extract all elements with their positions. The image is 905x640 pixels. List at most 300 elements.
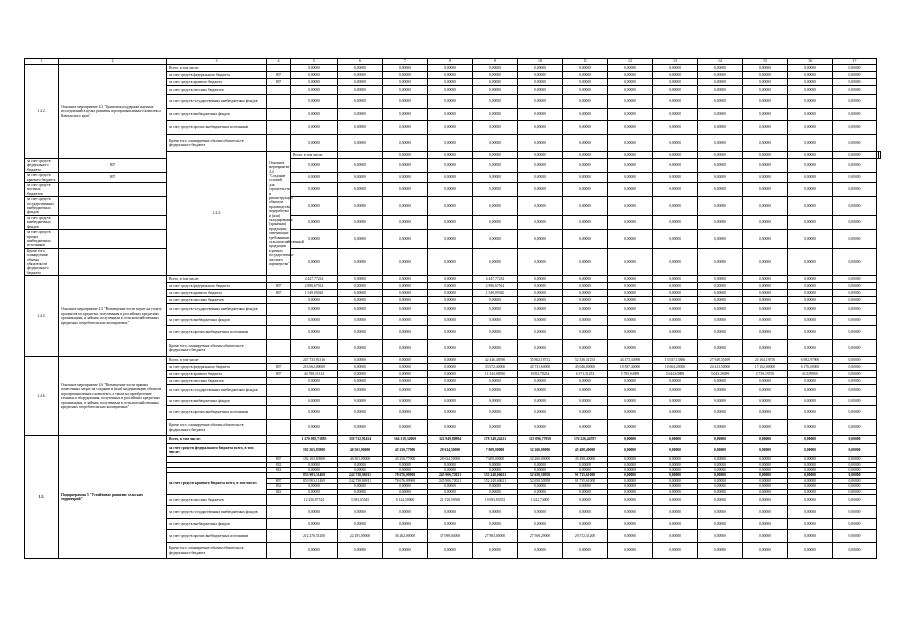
amount-cell: 0,00000 — [788, 316, 833, 326]
amount-cell: 0,00000 — [608, 316, 653, 326]
amount-cell: 0,00000 — [473, 297, 518, 304]
amount-cell: 40 501,00000 — [338, 457, 383, 462]
amount-cell: 0,00000 — [563, 326, 608, 340]
funding-source: за счет средств федерального бюджета всего, в том числе: — [167, 444, 267, 457]
amount-cell: 0,00000 — [563, 489, 608, 494]
amount-cell: 0,00000 — [473, 326, 518, 340]
amount-cell: 0,00000 — [291, 79, 338, 86]
amount-cell: 0,00000 — [338, 79, 383, 86]
amount-cell: 0,00000 — [291, 519, 338, 530]
amount-cell: 0,00000 — [428, 248, 473, 275]
amount-cell: 0,00000 — [291, 397, 338, 406]
amount-cell: 0,00000 — [608, 484, 653, 489]
budget-code — [267, 95, 291, 109]
amount-cell: 0,00000 — [563, 79, 608, 86]
amount-cell: 0,00000 — [833, 283, 877, 290]
amount-cell: 0,00000 — [518, 95, 563, 109]
amount-cell: 0,00000 — [833, 109, 877, 121]
funding-source: Кроме того, планируемые объемы обязательств федерального бюджета — [167, 135, 267, 152]
amount-cell: 0,00000 — [563, 297, 608, 304]
table-row — [25, 248, 881, 275]
amount-cell: 0,00000 — [743, 109, 788, 121]
budget-code — [267, 385, 291, 397]
amount-cell: 0,00000 — [788, 297, 833, 304]
amount-cell: 36 262,00000 — [383, 530, 428, 543]
amount-cell: 0,00000 — [518, 230, 563, 249]
column-number-1: 1 — [25, 59, 59, 65]
amount-cell: 0,00000 — [518, 304, 563, 316]
amount-cell: 0,00000 — [608, 495, 653, 506]
amount-cell: 0,00000 — [291, 484, 338, 489]
amount-cell: 0,00000 — [291, 215, 338, 229]
amount-cell: 0,00000 — [428, 197, 473, 216]
amount-cell: 0,00000 — [291, 378, 338, 385]
amount-cell: 0,00000 — [833, 86, 877, 95]
amount-cell: 0,00000 — [518, 72, 563, 79]
amount-cell: 0,00000 — [563, 385, 608, 397]
amount-cell — [879, 152, 881, 159]
budget-code — [267, 109, 291, 121]
amount-cell: 0,00000 — [338, 283, 383, 290]
amount-cell: 0,00000 — [518, 86, 563, 95]
funding-source: за счет средств федерального бюджета — [167, 364, 267, 371]
amount-cell: 0,00000 — [698, 152, 743, 159]
amount-cell: 0,00000 — [383, 357, 428, 364]
table-row — [25, 65, 881, 72]
funding-source: за счет средств прочих внебюджетных источников — [25, 230, 59, 249]
amount-cell: 0,00000 — [338, 406, 383, 420]
funding-source: за счет средств федерального бюджета — [167, 283, 267, 290]
amount-cell: 0,00000 — [698, 304, 743, 316]
activity-index: 1.4.6. — [25, 357, 59, 436]
amount-cell: 27 569,29000 — [518, 530, 563, 543]
amount-cell: 0,00000 — [338, 248, 383, 275]
amount-cell: 52 658,50958 — [518, 473, 563, 478]
amount-cell: 19 693,83553 — [473, 495, 518, 506]
amount-cell: 0,00000 — [698, 378, 743, 385]
amount-cell: 0,00000 — [383, 420, 428, 436]
amount-cell: 853 903,11469 — [291, 473, 338, 478]
amount-cell: 8 092,78234 — [518, 371, 563, 378]
amount-cell: 0,00000 — [833, 543, 877, 559]
table-row — [25, 230, 881, 249]
amount-cell: 0,00000 — [653, 290, 698, 297]
amount-cell: 42 446,48590 — [473, 357, 518, 364]
amount-cell: 0,00000 — [338, 340, 383, 357]
amount-cell: 0,00000 — [698, 444, 743, 457]
amount-cell: 0,00000 — [291, 340, 338, 357]
amount-cell: 0,00000 — [608, 457, 653, 462]
amount-cell: 0,00000 — [788, 173, 833, 183]
amount-cell: 0,00000 — [338, 86, 383, 95]
amount-cell: 0,00000 — [698, 109, 743, 121]
amount-cell: 0,00000 — [608, 290, 653, 297]
amount-cell: 0,00000 — [698, 135, 743, 152]
amount-cell: 0,00000 — [428, 109, 473, 121]
amount-cell: 0,00000 — [291, 467, 338, 472]
amount-cell: 45 731,60000 — [518, 364, 563, 371]
amount-cell: 0,00000 — [608, 79, 653, 86]
amount-cell: 0,00000 — [518, 109, 563, 121]
amount-cell: 0,00000 — [291, 420, 338, 436]
amount-cell: 0,00000 — [563, 159, 608, 173]
amount-cell: 3 583,03545 — [338, 495, 383, 506]
amount-cell: 0,00000 — [563, 543, 608, 559]
amount-cell: 0,00000 — [743, 79, 788, 86]
amount-cell: 0,00000 — [608, 397, 653, 406]
column-number-3: 3 — [167, 59, 267, 65]
column-number-14: 14 — [698, 59, 743, 65]
amount-cell: 0,00000 — [383, 519, 428, 530]
amount-cell: 0,00000 — [608, 248, 653, 275]
amount-cell: 0,00000 — [428, 183, 473, 197]
amount-cell: 0,00000 — [653, 183, 698, 197]
table-row — [25, 183, 881, 197]
amount-cell: 0,00000 — [338, 135, 383, 152]
funding-source: за счет средств краевого бюджета — [167, 79, 267, 86]
amount-cell: 0,00000 — [698, 297, 743, 304]
amount-cell: 0,00000 — [291, 197, 338, 216]
amount-cell: 0,00000 — [833, 467, 877, 472]
amount-cell: 0,00000 — [563, 215, 608, 229]
amount-cell: 0,00000 — [428, 72, 473, 79]
amount-cell: 0,00000 — [653, 230, 698, 249]
budget-code — [267, 406, 291, 420]
funding-source: за счет средств краевого бюджета — [25, 173, 59, 183]
amount-cell: 0,00000 — [428, 340, 473, 357]
amount-cell: 322 949,80994 — [428, 436, 473, 444]
amount-cell: 0,00000 — [653, 543, 698, 559]
amount-cell: 0,00000 — [833, 316, 877, 326]
amount-cell: 0,00000 — [473, 215, 518, 229]
column-number-16: 16 — [788, 59, 833, 65]
funding-source: Всего, в том числе: — [167, 276, 267, 283]
amount-cell: 0,00000 — [743, 316, 788, 326]
table-row — [25, 215, 881, 229]
amount-cell: 32 260,00000 — [518, 444, 563, 457]
amount-cell: 0,00000 — [653, 530, 698, 543]
amount-cell: 0,00000 — [653, 444, 698, 457]
amount-cell: 0,00000 — [608, 519, 653, 530]
amount-cell: 0,00000 — [291, 95, 338, 109]
funding-source: за счет средств федерального бюджета — [25, 159, 59, 173]
column-number-8: 8 — [428, 59, 473, 65]
amount-cell: 0,00000 — [473, 197, 518, 216]
amount-cell: 0,00000 — [608, 121, 653, 135]
amount-cell: 45 046,00000 — [563, 364, 608, 371]
amount-cell: 0,00000 — [338, 183, 383, 197]
amount-cell: 32 260,00000 — [518, 457, 563, 462]
amount-cell: 0,00000 — [518, 506, 563, 519]
amount-cell: 0,00000 — [563, 316, 608, 326]
funding-source: за счет средств местных бюджетов — [167, 495, 267, 506]
budget-code — [267, 420, 291, 436]
amount-cell: 245 906,72021 — [428, 473, 473, 478]
budget-code — [267, 436, 291, 444]
amount-cell: 0,00000 — [428, 371, 473, 378]
amount-cell: 0,00000 — [653, 283, 698, 290]
budget-code — [59, 183, 167, 197]
amount-cell: 0,00000 — [698, 183, 743, 197]
amount-cell: 0,00000 — [653, 135, 698, 152]
activity-name: Основное мероприятие 4.5 "Возмещение части затрат на уплату процентов по кредитам, полученным в российских кредитных организациях, и займам, полученным в сельскохозяйственных кредитных потребительских кооперативах" — [59, 276, 167, 357]
amount-cell: 0,00000 — [653, 467, 698, 472]
amount-cell: 2 896,67914 — [473, 283, 518, 290]
amount-cell: 7 609,08000 — [473, 457, 518, 462]
amount-cell: 0,00000 — [338, 420, 383, 436]
amount-cell: 0,00000 — [833, 473, 877, 478]
funding-source: за счет средств прочих внебюджетных источников — [167, 326, 267, 340]
amount-cell: 4 644,63889 — [653, 371, 698, 378]
amount-cell: 0,00000 — [428, 290, 473, 297]
amount-cell: 152 240,60621 — [473, 478, 518, 483]
amount-cell: 0,00000 — [653, 86, 698, 95]
amount-cell: 0,00000 — [563, 95, 608, 109]
amount-cell: 0,00000 — [743, 436, 788, 444]
amount-cell: 0,00000 — [833, 406, 877, 420]
amount-cell: 0,00000 — [473, 385, 518, 397]
amount-cell: 0,00000 — [291, 65, 338, 72]
amount-cell: 52 336,31253 — [563, 357, 608, 364]
amount-cell: 0,00000 — [743, 397, 788, 406]
amount-cell: 25 164,19576 — [743, 357, 788, 364]
budget-code — [267, 304, 291, 316]
amount-cell: 0,00000 — [653, 297, 698, 304]
amount-cell: 0,00000 — [698, 484, 743, 489]
funding-source: за счет средств государственных внебюджетных фондов — [167, 385, 267, 397]
funding-source: за счет средств краевого бюджета — [167, 371, 267, 378]
budget-code — [267, 495, 291, 506]
amount-cell: 0,00000 — [833, 444, 877, 457]
column-number-5: 5 — [291, 59, 338, 65]
amount-cell: 0,00000 — [338, 95, 383, 109]
funding-source: за счет средств государственных внебюджетных фондов — [167, 304, 267, 316]
amount-cell: 0,00000 — [743, 326, 788, 340]
column-number-13: 13 — [653, 59, 698, 65]
amount-cell: 91 735,61008 — [563, 478, 608, 483]
amount-cell: 0,00000 — [383, 378, 428, 385]
amount-cell: 0,00000 — [518, 462, 563, 467]
amount-cell: 0,00000 — [338, 506, 383, 519]
amount-cell: 0,00000 — [518, 248, 563, 275]
amount-cell: 176 226,44787 — [563, 436, 608, 444]
amount-cell: 0,00000 — [698, 95, 743, 109]
funding-source: Кроме того, планируемые объемы обязательств федерального бюджета — [167, 420, 267, 436]
amount-cell: 0,00000 — [338, 357, 383, 364]
amount-cell: 0,00000 — [291, 109, 338, 121]
budget-code — [59, 197, 167, 216]
amount-cell: 0,00000 — [743, 283, 788, 290]
amount-cell: 0,00000 — [518, 183, 563, 197]
amount-cell: 0,00000 — [563, 173, 608, 183]
amount-cell: 0,00000 — [338, 65, 383, 72]
amount-cell: 0,00000 — [518, 215, 563, 229]
budget-code: 807 — [267, 478, 291, 483]
amount-cell: 0,00000 — [833, 397, 877, 406]
amount-cell: 0,00000 — [383, 543, 428, 559]
amount-cell: 0,00000 — [833, 340, 877, 357]
amount-cell: 0,00000 — [788, 183, 833, 197]
budget-code: 807 — [267, 371, 291, 378]
amount-cell: 216 062,80000 — [291, 364, 338, 371]
amount-cell: 0,00000 — [788, 506, 833, 519]
funding-source: за счет средств краевого бюджета — [167, 290, 267, 297]
amount-cell: 0,00000 — [473, 304, 518, 316]
amount-cell: 0,00000 — [383, 215, 428, 229]
amount-cell: 0,00000 — [833, 121, 877, 135]
amount-cell: 0,00000 — [698, 248, 743, 275]
column-number-10: 10 — [518, 59, 563, 65]
amount-cell: 0,00000 — [698, 457, 743, 462]
amount-cell: 27 949,35499 — [698, 357, 743, 364]
amount-cell: 0,00000 — [698, 406, 743, 420]
amount-cell: 0,00000 — [518, 173, 563, 183]
amount-cell: 0,00000 — [743, 340, 788, 357]
amount-cell: 0,00000 — [698, 495, 743, 506]
amount-cell: 0,00000 — [833, 489, 877, 494]
amount-cell: 0,00000 — [788, 79, 833, 86]
amount-cell: 853 903,11469 — [291, 478, 338, 483]
amount-cell: 6 124,50000 — [383, 495, 428, 506]
amount-cell: 0,00000 — [608, 406, 653, 420]
amount-cell: 0,00000 — [788, 543, 833, 559]
amount-cell: 247 733,91316 — [291, 357, 338, 364]
budget-code — [267, 276, 291, 283]
amount-cell: 0,00000 — [473, 121, 518, 135]
amount-cell: 0,00000 — [698, 65, 743, 72]
amount-cell: 0,00000 — [608, 326, 653, 340]
amount-cell: 0,00000 — [563, 86, 608, 95]
amount-cell: 245 906,72021 — [428, 478, 473, 483]
amount-cell: 0,00000 — [608, 183, 653, 197]
activity-index: 1.5. — [25, 436, 59, 559]
amount-cell: 0,00000 — [473, 484, 518, 489]
amount-cell: 0,00000 — [698, 230, 743, 249]
amount-cell: 0,00000 — [608, 152, 653, 159]
budget-code: 843 — [267, 489, 291, 494]
table-row — [25, 159, 881, 173]
amount-cell: 0,00000 — [473, 397, 518, 406]
amount-cell: 0,00000 — [338, 121, 383, 135]
budget-table-page — [24, 58, 881, 559]
amount-cell: 2 896,67914 — [291, 283, 338, 290]
amount-cell: 45 498,40000 — [563, 457, 608, 462]
amount-cell: 0,00000 — [383, 72, 428, 79]
amount-cell: 0,00000 — [833, 478, 877, 483]
amount-cell: 0,00000 — [338, 230, 383, 249]
amount-cell: 0,00000 — [338, 304, 383, 316]
amount-cell: 0,00000 — [518, 65, 563, 72]
amount-cell: 0,00000 — [698, 543, 743, 559]
amount-cell: 0,00000 — [518, 197, 563, 216]
amount-cell: 0,00000 — [743, 304, 788, 316]
amount-cell: 0,00000 — [291, 173, 338, 183]
amount-cell: 0,00000 — [833, 484, 877, 489]
amount-cell: 1 270 085,73883 — [291, 436, 338, 444]
amount-cell: 0,00000 — [383, 489, 428, 494]
amount-cell: 0,00000 — [428, 135, 473, 152]
funding-source: за счет средств внебюджетных фондов — [167, 109, 267, 121]
amount-cell: 0,00000 — [698, 530, 743, 543]
amount-cell: 0,00000 — [833, 457, 877, 462]
amount-cell: 0,00000 — [473, 316, 518, 326]
amount-cell: 0,00000 — [473, 86, 518, 95]
amount-cell: 0,00000 — [383, 121, 428, 135]
funding-source: за счет средств внебюджетных фондов — [167, 397, 267, 406]
amount-cell: 0,00000 — [743, 378, 788, 385]
amount-cell: 0,00000 — [428, 121, 473, 135]
amount-cell: 0,00000 — [653, 489, 698, 494]
amount-cell: 0,00000 — [833, 378, 877, 385]
amount-cell: 0,00000 — [383, 86, 428, 95]
amount-cell: 0,00000 — [518, 340, 563, 357]
amount-cell: 0,00000 — [428, 304, 473, 316]
amount-cell: 0,00000 — [428, 65, 473, 72]
amount-cell: 0,00000 — [428, 519, 473, 530]
amount-cell: 0,00000 — [743, 478, 788, 483]
amount-cell: 0,00000 — [291, 543, 338, 559]
amount-cell: 0,00000 — [788, 484, 833, 489]
amount-cell: 0,00000 — [563, 462, 608, 467]
column-number-9: 9 — [473, 59, 518, 65]
amount-cell: 0,00000 — [608, 65, 653, 72]
amount-cell: 0,00000 — [698, 519, 743, 530]
amount-cell: 192 165,83900 — [291, 457, 338, 462]
amount-cell: 0,00000 — [788, 378, 833, 385]
amount-cell: 0,00000 — [653, 304, 698, 316]
amount-cell: 0,00000 — [518, 79, 563, 86]
amount-cell: 0,00000 — [653, 519, 698, 530]
amount-cell: 13 037,13886 — [653, 357, 698, 364]
amount-cell: 0,00000 — [291, 406, 338, 420]
amount-cell: 0,00000 — [608, 283, 653, 290]
table-row — [25, 357, 881, 364]
amount-cell: 0,00000 — [743, 290, 788, 297]
amount-cell: 35 802,18731 — [518, 357, 563, 364]
amount-cell: 164 319,32069 — [383, 436, 428, 444]
amount-cell: 0,00000 — [473, 340, 518, 357]
amount-cell: 0,00000 — [653, 109, 698, 121]
amount-cell: 0,00000 — [383, 462, 428, 467]
amount-cell: 0,00000 — [698, 473, 743, 478]
amount-cell: 0,00000 — [833, 215, 877, 229]
amount-cell: 0,00000 — [833, 79, 877, 86]
funding-source: за счет средств государственных внебюджетных фондов — [167, 95, 267, 109]
amount-cell: 0,00000 — [428, 406, 473, 420]
budget-code — [267, 530, 291, 543]
amount-cell: 0,00000 — [698, 467, 743, 472]
amount-cell: 0,00000 — [291, 248, 338, 275]
amount-cell: 0,00000 — [563, 197, 608, 216]
amount-cell: 0,00000 — [788, 326, 833, 340]
amount-cell: 0,00000 — [833, 420, 877, 436]
amount-cell: 0,00000 — [833, 385, 877, 397]
amount-cell: 0,00000 — [833, 436, 877, 444]
amount-cell: 0,00000 — [698, 276, 743, 283]
amount-cell: 0,00000 — [383, 316, 428, 326]
funding-source: Всего, в том числе: — [167, 65, 267, 72]
amount-cell: 0,00000 — [608, 215, 653, 229]
amount-cell: 6 371,31253 — [563, 371, 608, 378]
amount-cell: 339 732,91454 — [338, 436, 383, 444]
table-row — [25, 276, 881, 283]
amount-cell: 37 098,04000 — [428, 530, 473, 543]
amount-cell: 212 276,51200 — [291, 530, 338, 543]
column-number-2: 2 — [59, 59, 167, 65]
amount-cell: 0,00000 — [563, 121, 608, 135]
amount-cell: 0,00000 — [383, 326, 428, 340]
budget-code — [267, 397, 291, 406]
